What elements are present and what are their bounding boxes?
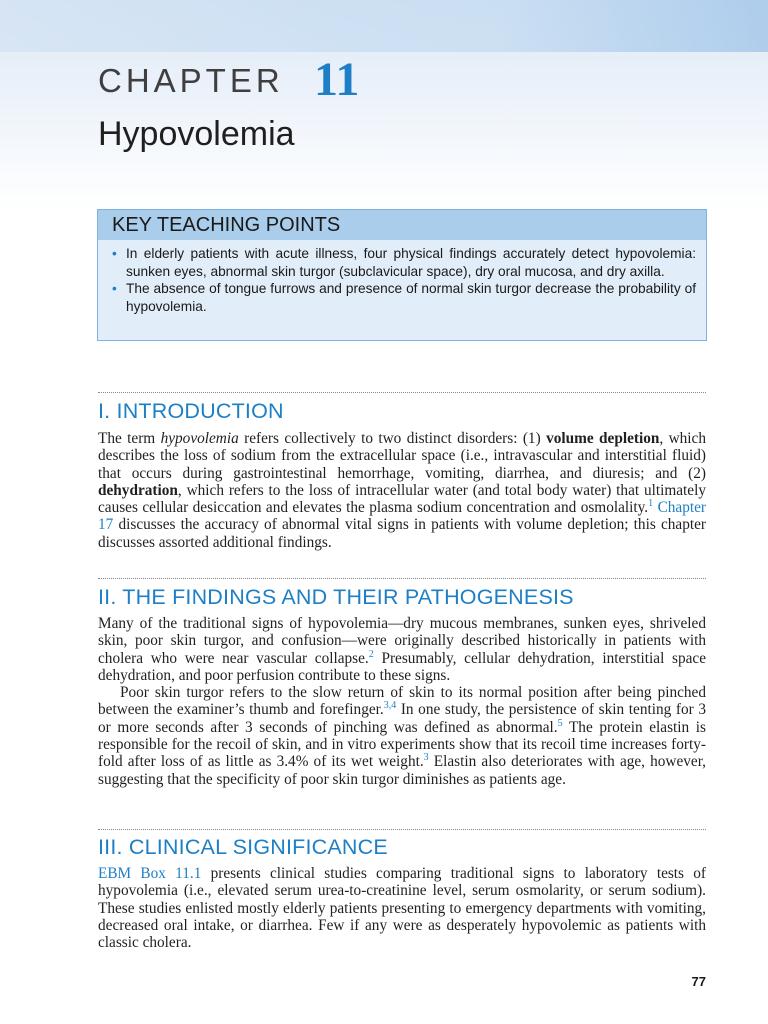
term-hypovolemia: hypovolemia <box>160 430 239 447</box>
bullet-icon: • <box>112 246 117 261</box>
section-divider <box>98 392 706 393</box>
text-run: In one study, the persistence of skin tenting for 3 or more seconds after 3 seconds of pinching was defined as abnormal. <box>98 701 706 736</box>
reference-link[interactable]: 3 <box>423 752 429 764</box>
text-run: , which describes the loss of sodium from the extracellular space (i.e., intravascular and interstitial fluid) that occurs during gastrointestinal hemorrhage, vomiting, diarrhea, and diuresis; and (2) <box>98 430 706 482</box>
text-run: The protein elastin is responsible for the recoil of skin, and in vitro experiments show that its recoil time increases forty-fold after loss of as little as 3.4% of its wet weight. <box>98 718 707 771</box>
term-volume-depletion: volume depletion <box>546 430 660 447</box>
text-run: Presumably, cellular dehydration, interstitial space dehydration, and poor perfusion contribute to these signs. <box>98 649 706 684</box>
key-point-item <box>110 280 696 315</box>
text-run: presents clinical studies comparing traditional signs to laboratory tests of hypovolemia (i.e., elevated serum urea-to-creatinine level, serum osmolarity, or serum sodium). These studies enlisted mostly elderly patients presenting to emergency departments with vomiting, decreased oral intake, or diarrhea. Few if any were as desperately hypovolemic as patients with classic cholera. <box>98 865 707 952</box>
section-heading-introduction: I. INTRODUCTION <box>98 399 284 423</box>
text-run: discusses the accuracy of abnormal vital signs in patients with volume depletion; this chapter discusses assorted additional findings. <box>98 516 706 551</box>
section-divider <box>98 578 706 579</box>
key-teaching-points-box <box>97 209 707 341</box>
text-run: refers collectively to two distinct disorders: (1) <box>238 430 547 447</box>
banner-stripe-highlight <box>500 0 768 52</box>
page-number: 77 <box>691 974 706 989</box>
reference-link[interactable]: 5 <box>557 717 563 729</box>
ebm-box-link[interactable]: EBM Box 11.1 <box>98 865 202 882</box>
key-point-text: The absence of tongue furrows and presence of normal skin turgor decrease the probability of hypovolemia. <box>126 281 696 314</box>
text-run: , which refers to the loss of intracellular water (and total body water) that ultimately causes cellular desiccation and elevates the plasma sodium concentration and osmolality. <box>98 481 706 517</box>
chapter-title: Hypovolemia <box>98 115 295 153</box>
text-run: The term <box>98 430 161 447</box>
key-teaching-points-heading: KEY TEACHING POINTS <box>98 210 706 240</box>
reference-link[interactable]: 1 <box>648 498 654 510</box>
key-teaching-points-list <box>98 240 706 340</box>
term-dehydration: dehydration <box>98 481 178 499</box>
section-heading-findings: II. THE FINDINGS AND THEIR PATHOGENESIS <box>98 585 574 609</box>
text-run: Many of the traditional signs of hypovolemia—dry mucous membranes, sunken eyes, shriveled skin, poor skin turgor, and confusion—were originally described historically in patients with cholera who were near vascular collapse. <box>98 615 706 667</box>
chapter-number: 11 <box>314 53 360 106</box>
introduction-paragraph <box>98 430 706 551</box>
chapter-17-link[interactable]: Chapter 17 <box>98 499 706 534</box>
key-point-text: In elderly patients with acute illness, four physical findings accurately detect hypovolemia: sunken eyes, abnormal skin turgor (subclavicular space), dry oral mucosa, and dry axilla. <box>126 246 696 279</box>
text-run: Elastin also deteriorates with age, however, suggesting that the specificity of poor skin turgor diminishes as patients age. <box>98 753 706 788</box>
text-run: Poor skin turgor refers to the slow return of skin to its normal position after being pinched between the examiner’s thumb and forefinger. <box>98 684 706 719</box>
findings-paragraphs <box>98 615 706 788</box>
key-point-item <box>110 245 696 280</box>
bullet-icon: • <box>112 281 117 296</box>
chapter-banner <box>0 0 768 210</box>
section-heading-clinical-significance: III. CLINICAL SIGNIFICANCE <box>98 835 388 859</box>
chapter-label: CHAPTER <box>98 62 284 99</box>
reference-link[interactable]: 3,4 <box>383 700 397 712</box>
reference-link[interactable]: 2 <box>368 648 374 660</box>
section-divider <box>98 829 706 830</box>
clinical-significance-paragraph <box>98 865 706 951</box>
